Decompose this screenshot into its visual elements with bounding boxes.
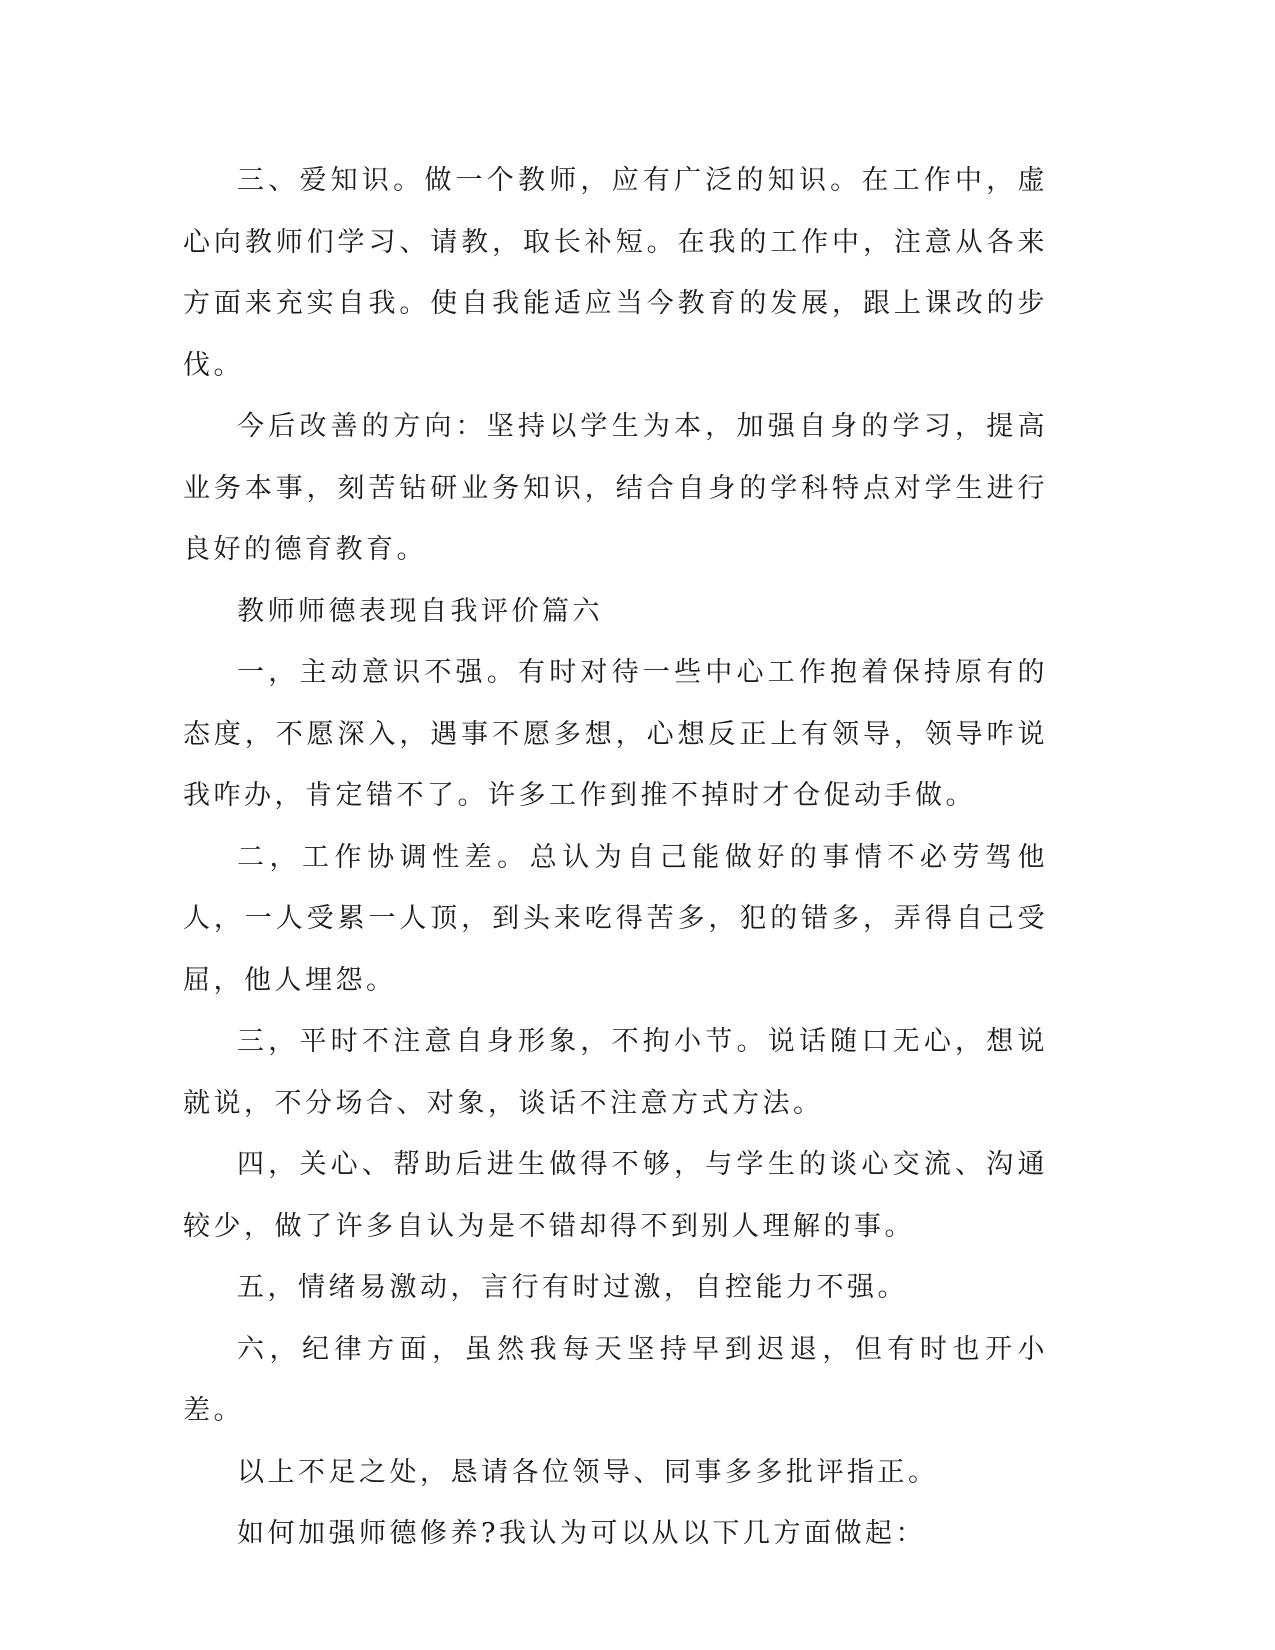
document-page	[183, 150, 1048, 1565]
paragraph-point-one: 一，主动意识不强。有时对待一些中心工作抱着保持原有的态度，不愿深入，遇事不愿多想，心想反正上有领导，领导咋说我咋办，肯定错不了。许多工作到推不掉时才仓促动手做。	[183, 657, 1048, 811]
paragraph-point-three: 三，平时不注意自身形象，不拘小节。说话随口无心，想说就说，不分场合、对象，谈话不注意方式方法。	[183, 1026, 1048, 1119]
paragraph-point-two: 二，工作协调性差。总认为自己能做好的事情不必劳驾他人，一人受累一人顶，到头来吃得苦多，犯的错多，弄得自己受屈，他人埋怨。	[183, 841, 1048, 996]
paragraph-closing-request: 以上不足之处，恳请各位领导、同事多多批评指正。	[237, 1456, 939, 1488]
section-heading: 教师师德表现自我评价篇六	[237, 595, 603, 627]
paragraph-improvement-direction: 今后改善的方向：坚持以学生为本，加强自身的学习，提高业务本事，刻苦钻研业务知识，结合自身的学科特点对学生进行良好的德育教育。	[183, 411, 1048, 565]
paragraph-how-to-strengthen: 如何加强师德修养?我认为可以从以下几方面做起：	[237, 1518, 926, 1549]
paragraph-love-knowledge: 三、爱知识。做一个教师，应有广泛的知识。在工作中，虚心向教师们学习、请教，取长补短。在我的工作中，注意从各来方面来充实自我。使自我能适应当今教育的发展，跟上课改的步伐。	[183, 165, 1048, 381]
paragraph-point-six: 六，纪律方面，虽然我每天坚持早到迟退，但有时也开小差。	[183, 1333, 1048, 1426]
paragraph-point-five: 五，情绪易激动，言行有时过激，自控能力不强。	[237, 1272, 908, 1303]
paragraph-point-four: 四，关心、帮助后进生做得不够，与学生的谈心交流、沟通较少，做了许多自认为是不错却得不到别人理解的事。	[183, 1149, 1048, 1242]
